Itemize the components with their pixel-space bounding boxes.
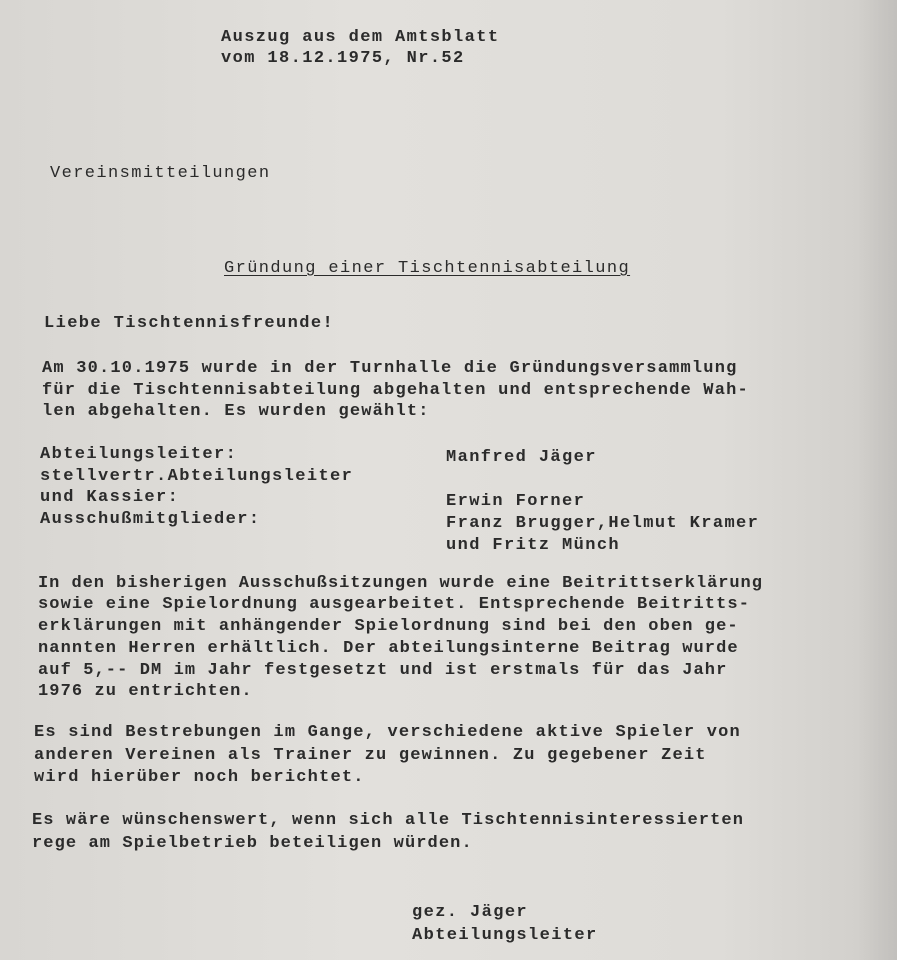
header-line-1: Auszug aus dem Amtsblatt: [221, 28, 500, 47]
para3-line-1: Es sind Bestrebungen im Gange, verschiedene aktive Spieler von: [34, 723, 741, 742]
role-label-4: Ausschußmitglieder:: [40, 510, 261, 529]
salutation: Liebe Tischtennisfreunde!: [44, 314, 335, 333]
para4-line-2: rege am Spielbetrieb beteiligen würden.: [32, 834, 473, 853]
document-title: Gründung einer Tischtennisabteilung: [224, 259, 631, 278]
role-label-3: und Kassier:: [40, 488, 180, 507]
role-label-1: Abteilungsleiter:: [40, 445, 238, 464]
para2-line-1: In den bisherigen Ausschußsitzungen wurde eine Beitrittserklärung: [38, 574, 763, 593]
page-edge-shadow: [857, 0, 897, 960]
role-value-2: Erwin Forner: [446, 492, 586, 511]
para1-line-3: len abgehalten. Es wurden gewählt:: [42, 402, 430, 421]
role-value-1: Manfred Jäger: [446, 448, 597, 467]
header-line-2: vom 18.12.1975, Nr.52: [221, 49, 465, 68]
para1-line-1: Am 30.10.1975 wurde in der Turnhalle die Gründungsversammlung: [42, 359, 738, 378]
signature-line-2: Abteilungsleiter: [412, 926, 598, 945]
para2-line-3: erklärungen mit anhängender Spielordnung sind bei den oben ge-: [38, 617, 739, 636]
para4-line-1: Es wäre wünschenswert, wenn sich alle Tischtennisinteressierten: [32, 811, 745, 830]
role-value-3: Franz Brugger,Helmut Kramer: [446, 514, 760, 533]
para2-line-6: 1976 zu entrichten.: [38, 682, 253, 701]
para2-line-2: sowie eine Spielordnung ausgearbeitet. Entsprechende Beitritts-: [38, 595, 751, 614]
para2-line-4: nannten Herren erhältlich. Der abteilungsinterne Beitrag wurde: [38, 639, 739, 658]
para1-line-2: für die Tischtennisabteilung abgehalten und entsprechende Wah-: [42, 381, 749, 400]
role-label-2: stellvertr.Abteilungsleiter: [40, 467, 354, 486]
para2-line-5: auf 5,-- DM im Jahr festgesetzt und ist erstmals für das Jahr: [38, 661, 728, 680]
para3-line-3: wird hierüber noch berichtet.: [34, 768, 365, 787]
section-label: Vereinsmitteilungen: [50, 164, 271, 183]
para3-line-2: anderen Vereinen als Trainer zu gewinnen. Zu gegebener Zeit: [34, 746, 707, 765]
signature-line-1: gez. Jäger: [412, 903, 529, 922]
role-value-4: und Fritz Münch: [446, 536, 621, 555]
